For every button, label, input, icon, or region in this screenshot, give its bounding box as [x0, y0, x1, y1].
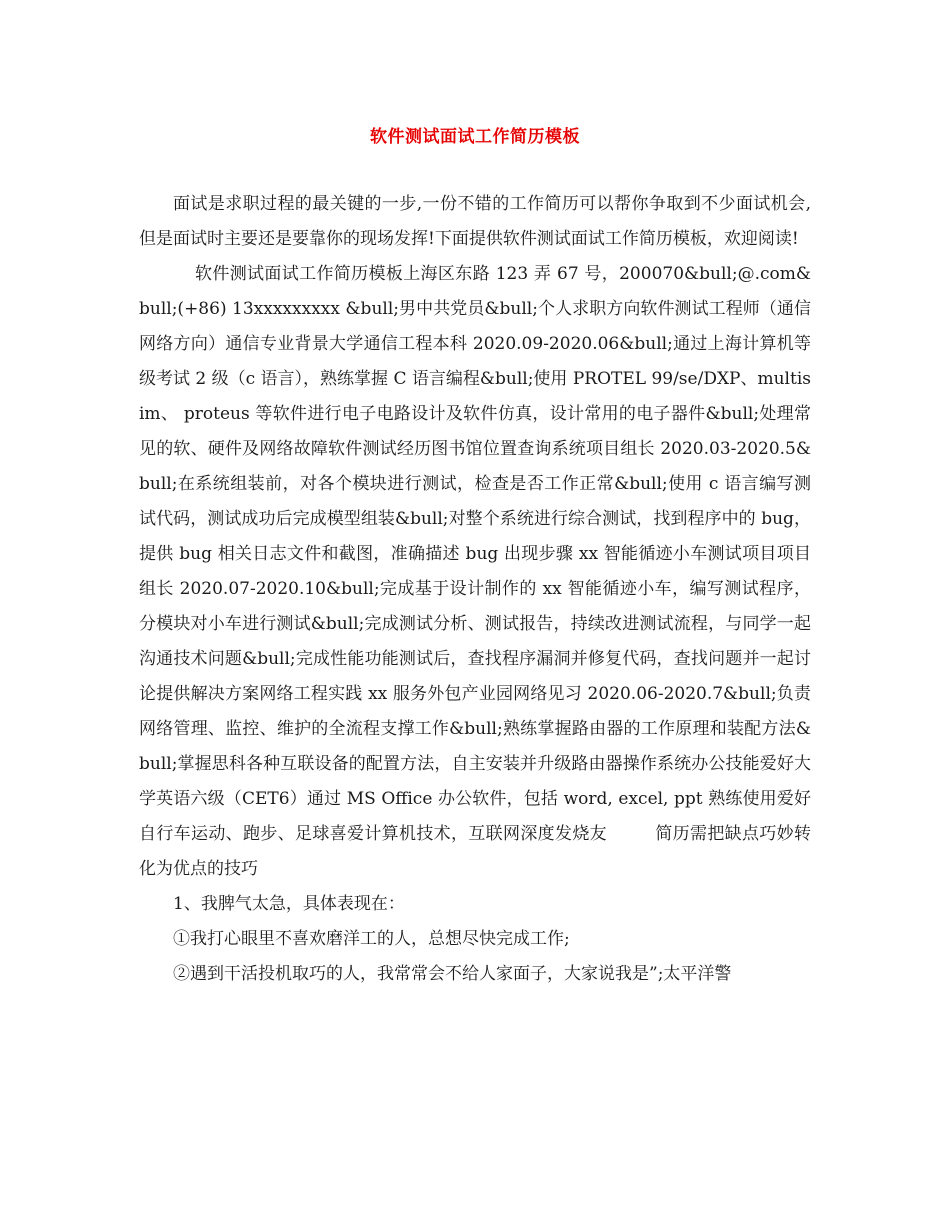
resume-body-paragraph: [139, 257, 811, 887]
tip-heading: 简历需把缺点巧妙转化为优点的技巧: [139, 824, 811, 879]
list-item: ②遇到干活投机取巧的人，我常常会不给人家面子，大家说我是”;太平洋警: [173, 964, 732, 984]
document-page: [139, 0, 811, 992]
list-item: 1、我脾气太急，具体表现在：: [173, 894, 405, 914]
intro-paragraph: 面试是求职过程的最关键的一步,一份不错的工作简历可以帮你争取到不少面试机会,但是面试时主要还是要靠你的现场发挥!下面提供软件测试面试工作简历模板，欢迎阅读!: [139, 194, 811, 249]
resume-body-text: 软件测试面试工作简历模板上海区东路 123 弄 67 号，200070&bull;@.com&bull;(+86) 13xxxxxxxxx &bull;男中共党员&bull;个人求职方向软件测试工程师（通信网络方向）通信专业背景大学通信工程本科 2020.09-2020.06&bull;通过上海计算机等级考试 2 级（c 语言），熟练掌握 C 语言编程&bull;使用 PROTEL 99/se/DXP、multisim、 proteus 等软件进行电子电路设计及软件仿真，设计常用的电子器件&bull;处理常见的软、硬件及网络故障软件测试经历图书馆位置查询系统项目组长 2020.03-2020.5&bull;在系统组装前，对各个模块进行测试，检查是否工作正常&bull;使用 c 语言编写测试代码，测试成功后完成模型组装&bull;对整个系统进行综合测试，找到程序中的 bug，提供 bug 相关日志文件和截图，准确描述 bug 出现步骤 xx 智能循迹小车测试项目项目组长 2020.07-2020.10&bull;完成基于设计制作的 xx 智能循迹小车，编写测试程序，分模块对小车进行测试&bull;完成测试分析、测试报告，持续改进测试流程，与同学一起沟通技术问题&bull;完成性能功能测试后，查找程序漏洞并修复代码，查找问题并一起讨论提供解决方案网络工程实践 xx 服务外包产业园网络见习 2020.06-2020.7&bull;负责网络管理、监控、维护的全流程支撑工作&bull;熟练掌握路由器的工作原理和装配方法&bull;掌握思科各种互联设备的配置方法，自主安装并升级路由器操作系统办公技能爱好大学英语六级（CET6）通过 MS Office 办公软件，包括 word, excel, ppt 熟练使用爱好自行车运动、跑步、足球喜爱计算机技术，互联网深度发烧友: [139, 264, 811, 844]
document-title: 软件测试面试工作简历模板: [370, 127, 580, 147]
list-item: ①我打心眼里不喜欢磨洋工的人，总想尽快完成工作;: [173, 929, 570, 949]
